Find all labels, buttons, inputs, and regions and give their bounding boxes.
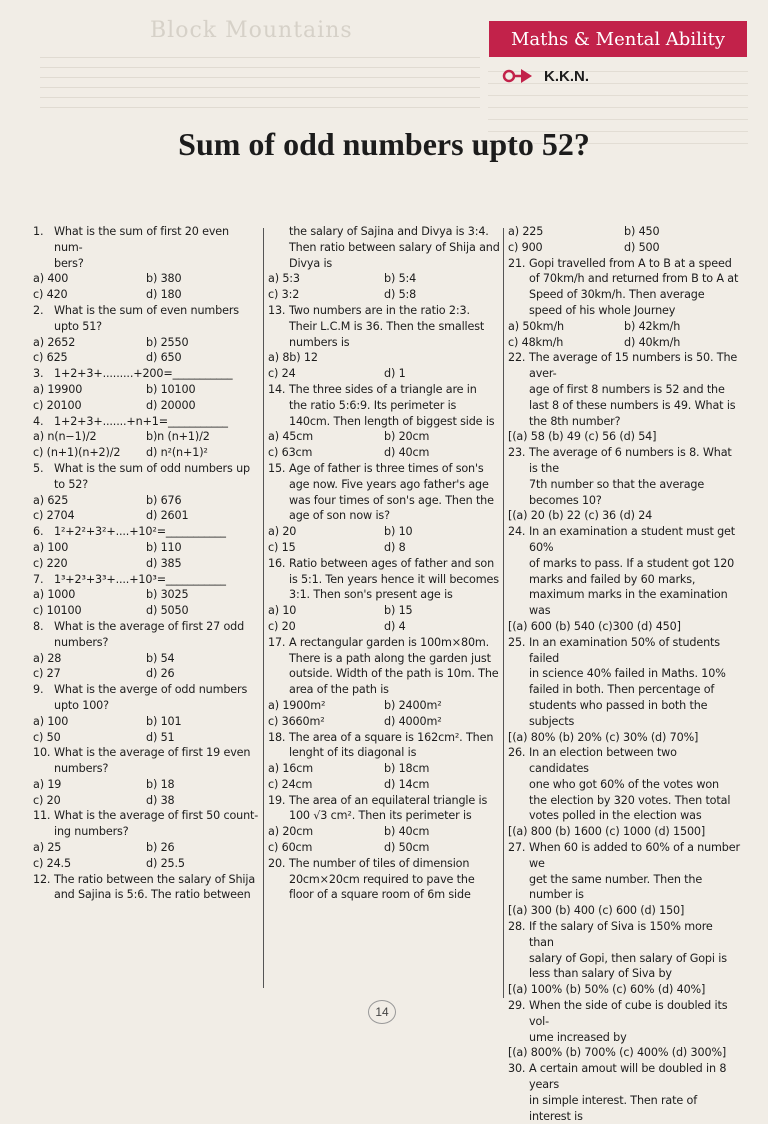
option: a) 1900m²: [268, 698, 326, 712]
options: [33, 587, 259, 619]
option: d) 5050: [146, 604, 189, 618]
question-number: 16.: [268, 556, 286, 570]
question-text: The area of a square is 162cm². Then: [289, 730, 494, 744]
option: c) 27: [33, 667, 61, 681]
question-text: What is the sum of odd numbers up: [54, 461, 250, 475]
option: c) 15: [268, 540, 296, 554]
option: d) 26: [146, 667, 175, 681]
option: b) 2400m²: [384, 698, 442, 712]
option: b) 110: [146, 540, 182, 554]
options: [33, 540, 259, 572]
option: a) n(n−1)/2: [33, 430, 97, 444]
question-number: 8.: [33, 619, 44, 633]
option: a) 19900: [33, 382, 83, 396]
question: [268, 303, 500, 382]
question-text-continued: numbers?: [54, 635, 109, 649]
question-text: In an election between two candidates: [529, 746, 677, 776]
option: c) 2704: [33, 509, 75, 523]
show-through-text: Block Mountains: [150, 18, 353, 43]
question-text: What is the average of first 50 count-: [54, 809, 259, 823]
question-text-continued: is 5:1. Ten years hence it will becomes 3:1. Then son's present age is: [289, 572, 499, 602]
question-text-continued: the ratio 5:6:9. Its perimeter is 140cm. Then length of biggest side is: [289, 398, 495, 428]
option: d) 38: [146, 793, 175, 807]
question-number: 21.: [508, 256, 526, 270]
option: b) 10: [384, 525, 413, 539]
options: [268, 698, 500, 730]
arrow-icon: [500, 66, 536, 86]
question: [268, 224, 500, 303]
question: [508, 635, 740, 746]
option: c) 24.5: [33, 856, 71, 870]
question-text: What is the sum of first 20 even num-: [54, 225, 229, 254]
question-text: 1²+2²+3²+....+10²=___________: [54, 525, 226, 539]
option: d) 4: [384, 619, 406, 633]
option: d) 500: [624, 240, 660, 254]
options: [33, 651, 259, 683]
option: b) 676: [146, 493, 182, 507]
question-number: 28.: [508, 920, 526, 934]
question-text: 1³+2³+3³+....+10³=___________: [54, 572, 226, 586]
option: a) 10: [268, 604, 297, 618]
question-text: In an examination 50% of students failed: [529, 635, 720, 665]
options: [268, 761, 500, 793]
question-number: 7.: [33, 572, 44, 586]
question-text: A rectangular garden is 100m×80m.: [289, 635, 490, 649]
answer-options: [(a) 100% (b) 50% (c) 60% (d) 40%]: [508, 983, 706, 997]
question: [508, 745, 740, 840]
option: a) 5:3: [268, 272, 300, 286]
option: b) 15: [384, 604, 413, 618]
question: [508, 350, 740, 445]
question-text: When the side of cube is doubled its vol-: [529, 999, 728, 1028]
question-text-continued: upto 100?: [54, 698, 109, 712]
question: [508, 840, 740, 919]
options: [268, 524, 500, 556]
option: a) 19: [33, 777, 62, 791]
question: [268, 461, 500, 556]
options: [33, 493, 259, 525]
question-number: 13.: [268, 303, 286, 317]
question-number: 18.: [268, 730, 286, 744]
question-text-continued: Their L.C.M is 36. Then the smallest numbers is: [289, 319, 485, 349]
column-divider-1: [263, 228, 264, 988]
answer-options: [(a) 300 (b) 400 (c) 600 (d) 150]: [508, 904, 685, 918]
question-text-continued: in science 40% failed in Maths. 10% failed in both. Then percentage of students who passed in both the subjects: [529, 667, 726, 728]
option: d) 40km/h: [624, 335, 681, 349]
option: [384, 350, 500, 366]
option: b) 54: [146, 651, 175, 665]
option: c) 220: [33, 556, 68, 570]
question: [268, 635, 500, 730]
question: [33, 303, 259, 366]
answer-options: [(a) 800 (b) 1600 (c) 1000 (d) 1500]: [508, 825, 706, 839]
question: [508, 524, 740, 635]
page-title: Sum of odd numbers upto 52?: [178, 126, 590, 162]
question: [508, 256, 740, 351]
question: [508, 919, 740, 998]
option: c) 63cm: [268, 446, 313, 460]
option: c) 20: [33, 793, 61, 807]
option: a) 28: [33, 651, 62, 665]
option: d) 180: [146, 288, 182, 302]
option: c) 10100: [33, 604, 82, 618]
option: b) 380: [146, 272, 182, 286]
question-number: 23.: [508, 446, 526, 460]
option: d) 14cm: [384, 777, 430, 791]
question-text: When 60 is added to 60% of a number we: [529, 841, 740, 870]
question-text-continued: and Sajina is 5:6. The ratio between: [54, 888, 251, 902]
question-number: 2.: [33, 303, 44, 317]
option: c) 50: [33, 730, 61, 744]
option: b) 10100: [146, 382, 196, 396]
question-number: 1.: [33, 225, 44, 238]
option: d) 20000: [146, 398, 196, 412]
option: a) 400: [33, 272, 69, 286]
question: [508, 445, 740, 524]
option: d) 2601: [146, 509, 189, 523]
question-text-continued: ume increased by: [529, 1030, 627, 1044]
question-text: The average of 15 numbers is 50. The aver-: [529, 351, 738, 381]
question: [33, 572, 259, 619]
option: c) 420: [33, 288, 68, 302]
question-text-continued: 7th number so that the average becomes 10?: [529, 477, 705, 507]
option: a) 225: [508, 225, 544, 238]
question-text: the salary of Sajina and Divya is 3:4.: [289, 225, 489, 238]
column-1: [33, 224, 259, 903]
question-text-continued: to 52?: [54, 477, 89, 491]
option: a) 20: [268, 525, 297, 539]
question-text-continued: bers?: [54, 256, 84, 270]
question: [33, 808, 259, 871]
column-3: [508, 224, 740, 1124]
option: b) 450: [624, 225, 660, 238]
options: [33, 271, 259, 303]
question-number: 3.: [33, 367, 44, 381]
options: [268, 429, 500, 461]
question-number: 17.: [268, 635, 286, 649]
question: [268, 793, 500, 856]
question-text-continued: in simple interest. Then rate of interest is: [529, 1093, 697, 1123]
question: [268, 856, 500, 903]
question: [33, 461, 259, 524]
options: [33, 714, 259, 746]
question-number: [268, 224, 289, 240]
option: a) 2652: [33, 335, 76, 349]
option: c) 24cm: [268, 777, 313, 791]
question-text: The area of an equilateral triangle is: [289, 793, 488, 807]
question-text-continued: lenght of its diagonal is: [289, 746, 417, 760]
question-text: What is the averge of odd numbers: [54, 683, 248, 697]
question-number: 29.: [508, 999, 526, 1013]
option: b) 5:4: [384, 272, 417, 286]
question-text-continued: numbers?: [54, 762, 109, 776]
option: c) 625: [33, 351, 68, 365]
option: b) 3025: [146, 588, 189, 602]
question-number: 19.: [268, 793, 286, 807]
question-number: 26.: [508, 746, 526, 760]
question-text-continued: age of first 8 numbers is 52 and the last 8 of these numbers is 49. What is the 8th number?: [529, 382, 736, 428]
option: a) 50km/h: [508, 319, 564, 333]
question-text-continued: 20cm×20cm required to pave the floor of a square room of 6m side: [289, 872, 475, 902]
option: c) 60cm: [268, 841, 313, 855]
question-number: 10.: [33, 746, 51, 760]
column-2: [268, 224, 500, 903]
answer-options: [(a) 600 (b) 540 (c)300 (d) 450]: [508, 619, 681, 633]
option: c) (n+1)(n+2)/2: [33, 446, 121, 460]
question-number: 11.: [33, 809, 51, 823]
question-number: 6.: [33, 525, 44, 539]
question: [33, 619, 259, 682]
question-text: What is the average of first 19 even: [54, 746, 251, 760]
option: d) 385: [146, 556, 182, 570]
question-number: 12.: [33, 872, 51, 886]
options: [268, 824, 500, 856]
question-text-continued: one who got 60% of the votes won the election by 320 votes. Then total votes polled in the election was: [529, 777, 731, 823]
option: a) 100: [33, 714, 69, 728]
question: [33, 745, 259, 808]
options: [33, 382, 259, 414]
question-text: In an examination a student must get 60%: [529, 525, 736, 554]
options: [33, 777, 259, 809]
answer-options: [(a) 58 (b) 49 (c) 56 (d) 54]: [508, 430, 657, 444]
option: c) 24: [268, 367, 296, 381]
option: c) 20100: [33, 398, 82, 412]
option: a) 16cm: [268, 762, 314, 776]
question-number: 30.: [508, 1062, 526, 1076]
answer-options: [(a) 80% (b) 20% (c) 30% (d) 70%]: [508, 730, 699, 744]
option: c) 48km/h: [508, 335, 564, 349]
question-text: The ratio between the salary of Shija: [54, 872, 256, 886]
option: a) 20cm: [268, 825, 314, 839]
question: [33, 524, 259, 571]
question-number: 27.: [508, 841, 526, 855]
question-text-continued: of 70km/h and returned from B to A at Speed of 30km/h. Then average speed of his whole Journey: [529, 272, 739, 317]
question-number: 14.: [268, 382, 286, 396]
options: [268, 350, 500, 382]
option: b) 18cm: [384, 762, 430, 776]
question: [33, 872, 259, 904]
question-text-continued: of marks to pass. If a student got 120 marks and failed by 60 marks, maximum marks in the examination was: [529, 556, 735, 618]
question: [508, 1061, 740, 1124]
option: b) 18: [146, 777, 175, 791]
question-text: Gopi travelled from A to B at a speed: [529, 256, 732, 270]
option: b) 26: [146, 841, 175, 855]
option: b) 101: [146, 714, 182, 728]
options: [33, 429, 259, 461]
option: b) 42km/h: [624, 319, 681, 333]
question-text-continued: There is a path along the garden just outside. Width of the path is 10m. The area of the path is: [289, 651, 499, 697]
question-text: The average of 6 numbers is 8. What is the: [529, 446, 732, 475]
option: d) 1: [384, 367, 406, 381]
question-number: 5.: [33, 461, 44, 475]
options: [33, 840, 259, 872]
option: a) 625: [33, 493, 69, 507]
column-divider-2: [503, 228, 504, 998]
question-number: 20.: [268, 856, 286, 870]
question-text: The number of tiles of dimension: [289, 856, 470, 870]
option: c) 3660m²: [268, 714, 325, 728]
answer-options: [(a) 20 (b) 22 (c) 36 (d) 24: [508, 509, 653, 523]
question: [268, 730, 500, 793]
option: a) 1000: [33, 588, 76, 602]
question-text-continued: Then ratio between salary of Shija and Divya is: [289, 240, 500, 270]
option: d) 4000m²: [384, 714, 442, 728]
question-text: What is the sum of even numbers: [54, 303, 239, 317]
option: d) 25.5: [146, 856, 185, 870]
show-through-lines: [40, 48, 480, 117]
question-text: Ratio between ages of father and son: [289, 556, 495, 570]
question: [268, 556, 500, 635]
question-text-continued: age now. Five years ago father's age was four times of son's age. Then the age of son now is?: [289, 477, 494, 523]
question-text-continued: salary of Gopi, then salary of Gopi is less than salary of Siva by: [529, 951, 727, 981]
option: c) 900: [508, 240, 543, 254]
option: a) 100: [33, 540, 69, 554]
option: d) 5:8: [384, 288, 417, 302]
page-number: 14: [368, 1000, 396, 1024]
question-text: 1+2+3+.........+200=___________: [54, 367, 233, 381]
question-text: If the salary of Siva is 150% more than: [529, 920, 713, 949]
question: [508, 998, 740, 1061]
options-q20: [508, 224, 740, 256]
question-text: 1+2+3+.......+n+1=___________: [54, 414, 228, 428]
options: [268, 271, 500, 303]
question-text-continued: upto 51?: [54, 319, 102, 333]
option: d) 51: [146, 730, 175, 744]
answer-options: [(a) 800% (b) 700% (c) 400% (d) 300%]: [508, 1046, 727, 1060]
question-text: Age of father is three times of son's: [289, 461, 484, 475]
question: [33, 366, 259, 413]
question: [33, 682, 259, 745]
question-number: 4.: [33, 414, 44, 428]
option: d) 50cm: [384, 841, 430, 855]
option: d) 8: [384, 540, 406, 554]
question-text: Two numbers are in the ratio 2:3.: [289, 303, 470, 317]
option: c) 20: [268, 619, 296, 633]
question-number: 9.: [33, 683, 44, 697]
question-text-continued: 100 √3 cm². Then its perimeter is: [289, 809, 472, 823]
question-number: 15.: [268, 461, 286, 475]
question-text-continued: get the same number. Then the number is: [529, 872, 703, 902]
option: b) 20cm: [384, 430, 430, 444]
options: [33, 335, 259, 367]
option: c) 3:2: [268, 288, 300, 302]
option: b) 2550: [146, 335, 189, 349]
option: a) 45cm: [268, 430, 314, 444]
option: a) 25: [33, 841, 62, 855]
author-name: K.K.N.: [544, 67, 589, 85]
options: [268, 603, 500, 635]
author-line: [500, 64, 589, 88]
option: b) 40cm: [384, 825, 430, 839]
question: [268, 382, 500, 461]
question-text: The three sides of a triangle are in: [289, 382, 477, 396]
question-text: A certain amout will be doubled in 8 years: [529, 1062, 727, 1092]
question-text-continued: ing numbers?: [54, 825, 129, 839]
question-number: 24.: [508, 525, 526, 539]
option: d) 650: [146, 351, 182, 365]
question-number: 25.: [508, 635, 526, 649]
options: [508, 319, 740, 351]
question-number: 22.: [508, 351, 526, 365]
question: [33, 224, 259, 303]
option: d) 40cm: [384, 446, 430, 460]
question: [33, 414, 259, 461]
section-badge: Maths & Mental Ability: [489, 21, 747, 57]
option: b)n (n+1)/2: [146, 430, 210, 444]
question-text: What is the average of first 27 odd: [54, 619, 245, 633]
option: d) n²(n+1)²: [146, 446, 208, 460]
option: a) 8b) 12: [268, 351, 318, 365]
